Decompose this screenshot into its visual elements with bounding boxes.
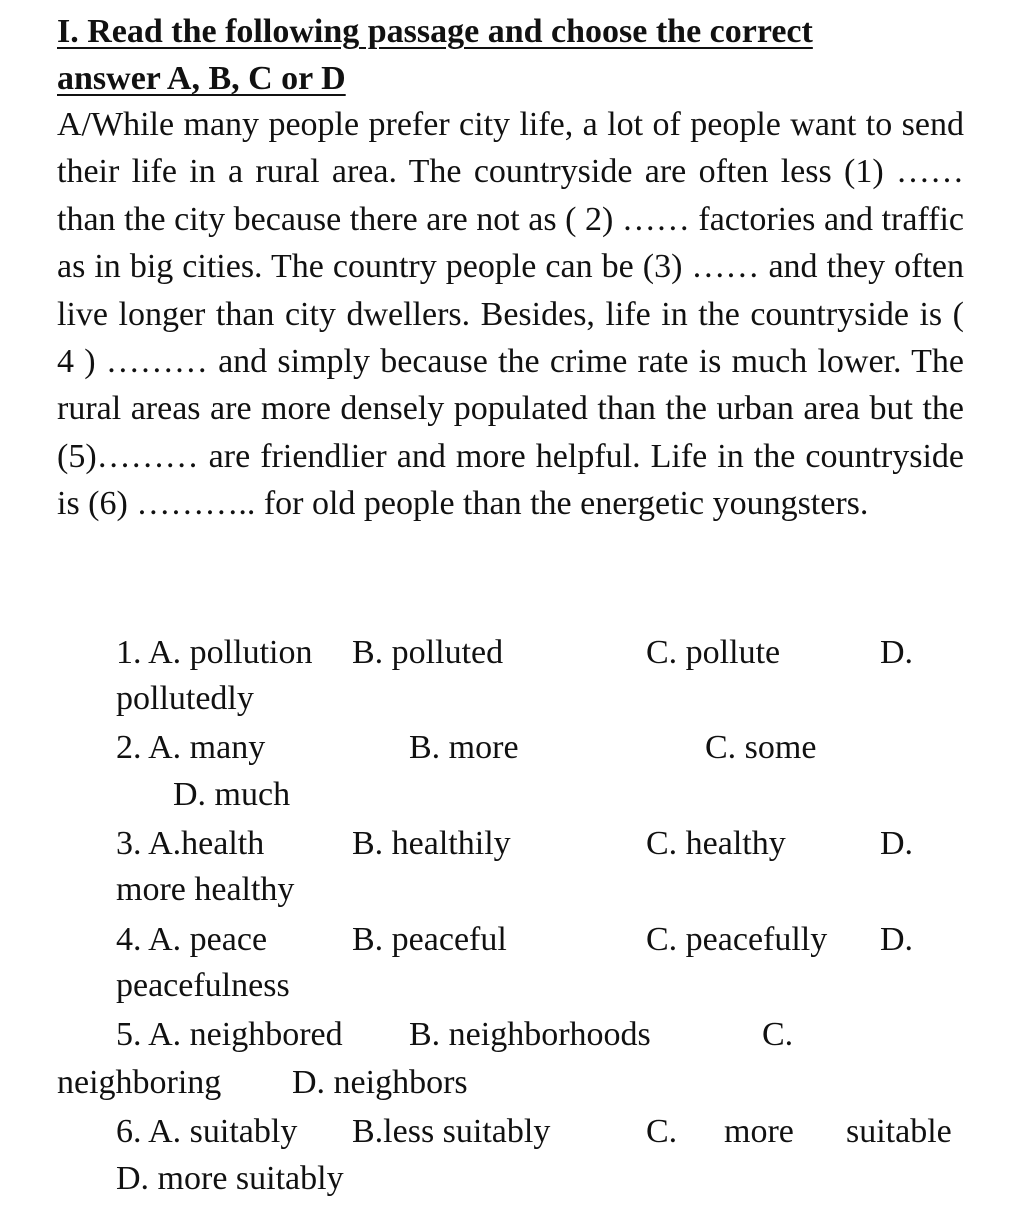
q3-option-b[interactable]: B. healthily <box>352 825 511 862</box>
q4-option-d-text: peacefulness <box>116 967 290 1004</box>
q6-option-b[interactable]: B.less suitably <box>352 1113 551 1150</box>
heading-line-2: answer A, B, C or D <box>57 60 346 97</box>
q5-option-c-text: neighboring <box>57 1064 222 1101</box>
q1-option-d-text: pollutedly <box>116 680 254 717</box>
question-2-number: 2. A. many <box>116 729 266 766</box>
question-3-number: 3. A.health <box>116 825 265 862</box>
q1-option-c[interactable]: C. pollute <box>646 634 781 671</box>
question-5-number: 5. A. neighbored <box>116 1016 343 1053</box>
q2-option-a[interactable]: A. many <box>148 729 266 766</box>
q1-option-a[interactable]: A. pollution <box>148 634 313 671</box>
q3-option-d[interactable]: D. <box>880 825 914 862</box>
q2-option-b[interactable]: B. more <box>409 729 519 766</box>
question-1-number: 1. A. pollution <box>116 634 313 671</box>
q3-option-d-text: more healthy <box>116 871 295 908</box>
q4-option-b[interactable]: B. peaceful <box>352 921 507 958</box>
q5-option-a[interactable]: A. neighbored <box>148 1016 343 1053</box>
q2-option-d[interactable]: D. much <box>173 776 291 813</box>
q4-option-c[interactable]: C. peacefully <box>646 921 828 958</box>
question-6-number: 6. A. suitably <box>116 1113 298 1150</box>
q5-option-d[interactable]: D. neighbors <box>292 1064 468 1101</box>
q3-option-a[interactable]: A.health <box>148 825 265 862</box>
passage-label: A/ <box>57 106 91 143</box>
reading-passage <box>57 101 964 528</box>
q6-option-c[interactable]: C. <box>646 1113 678 1150</box>
q3-option-c[interactable]: C. healthy <box>646 825 786 862</box>
q6-option-c-word-1: more <box>724 1113 794 1150</box>
q4-option-a[interactable]: A. peace <box>148 921 268 958</box>
exercise-heading <box>57 8 957 102</box>
q1-option-d[interactable]: D. <box>880 634 914 671</box>
q6-option-a[interactable]: A. suitably <box>148 1113 298 1150</box>
q6-option-d[interactable]: D. more suitably <box>116 1160 344 1197</box>
q1-option-b[interactable]: B. polluted <box>352 634 504 671</box>
q5-option-b[interactable]: B. neighborhoods <box>409 1016 651 1053</box>
passage-text: While many people prefer city life, a lot of people want to send their life in a rural area. The countryside are often less (1) ……than the city because there are not as ( 2) …… factories and traffic as in big cities. The country people can be (3) …… and they often live longer than city dwellers. Besides, life in the countryside is ( 4 ) ……… and simply because the crime rate is much lower. The rural areas are more densely populated than the urban area but the (5)……… are friendlier and more helpful. Life in the countryside is (6) ……….. for old people than the energetic youngsters. <box>57 106 964 523</box>
q5-option-c[interactable]: C. <box>762 1016 794 1053</box>
q2-option-c[interactable]: C. some <box>705 729 817 766</box>
heading-line-1: I. Read the following passage and choose the correct <box>57 13 813 50</box>
question-4-number: 4. A. peace <box>116 921 268 958</box>
q4-option-d[interactable]: D. <box>880 921 914 958</box>
q6-option-c-word-2: suitable <box>846 1113 952 1150</box>
